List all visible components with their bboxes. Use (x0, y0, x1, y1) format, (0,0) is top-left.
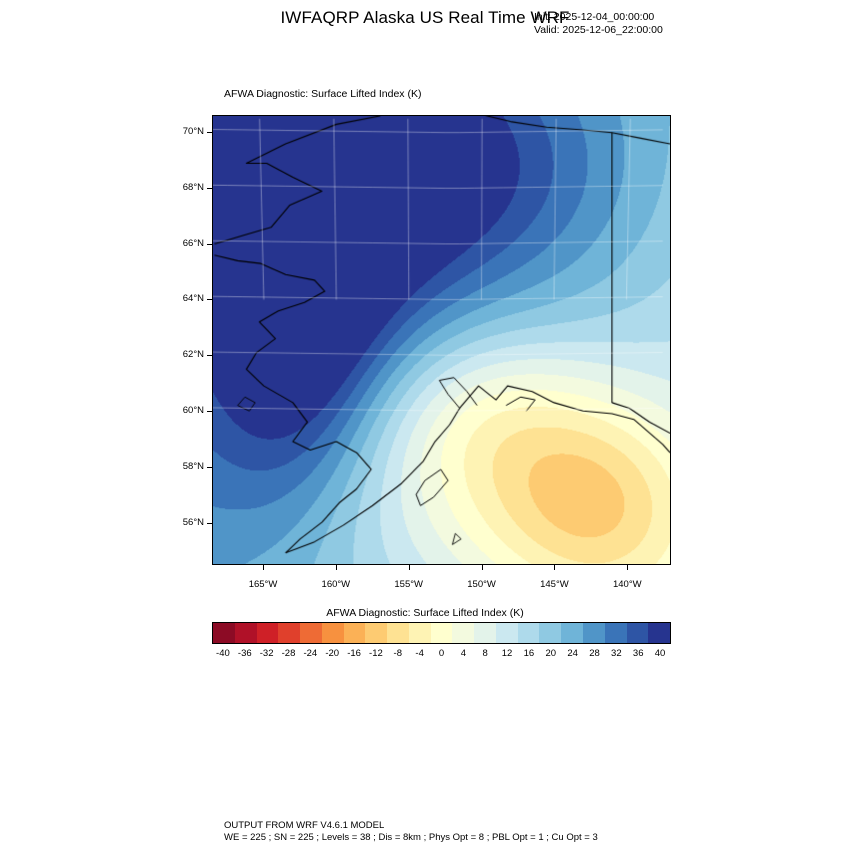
x-tick-mark (409, 565, 410, 570)
colorbar-cell (235, 623, 257, 643)
x-tick-label: 165°W (248, 579, 278, 590)
y-tick-mark (207, 523, 212, 524)
colorbar-tick-label: -8 (393, 648, 403, 659)
y-tick-mark (207, 244, 212, 245)
colorbar-cell (213, 623, 235, 643)
colorbar-cell (300, 623, 322, 643)
init-valid-block (534, 11, 663, 37)
footer-block (224, 820, 598, 844)
page-title: IWFAQRP Alaska US Real Time WRF (280, 8, 570, 27)
colorbar-tick-label: 28 (589, 648, 600, 659)
y-tick-label: 70°N (182, 125, 204, 137)
colorbar-cell (474, 623, 496, 643)
y-tick-label: 60°N (182, 405, 204, 417)
colorbar-tick-label: 20 (545, 648, 557, 659)
y-tick-label: 68°N (182, 181, 204, 193)
colorbar-tick-label: 0 (438, 648, 445, 659)
y-tick-mark (207, 411, 212, 412)
colorbar-tick-label: 40 (654, 648, 666, 659)
colorbar-tick-label: -12 (369, 648, 383, 659)
x-tick-label: 160°W (321, 579, 351, 590)
valid-time-label: Valid: 2025-12-06_22:00:00 (534, 24, 663, 36)
x-tick-label: 155°W (394, 579, 424, 590)
colorbar-tick-label: 32 (611, 648, 622, 659)
colorbar-tick-label: -28 (281, 648, 296, 659)
plot-title: AFWA Diagnostic: Surface Lifted Index (K) (224, 88, 422, 100)
x-tick-mark (482, 565, 483, 570)
colorbar-tick-label: 24 (567, 648, 578, 659)
colorbar-tick-label: 16 (523, 648, 535, 659)
y-tick-mark (207, 355, 212, 356)
heatmap-canvas (213, 116, 670, 564)
footer-line-1: OUTPUT FROM WRF V4.6.1 MODEL (224, 820, 385, 831)
x-tick-mark (554, 565, 555, 570)
y-tick-label: 56°N (182, 517, 204, 529)
x-tick-label: 145°W (540, 579, 569, 590)
y-tick-mark (207, 188, 212, 189)
colorbar-cell (583, 623, 605, 643)
colorbar-tick-label: 4 (460, 648, 466, 659)
x-tick-mark (336, 565, 337, 570)
colorbar-tick-label: -40 (216, 648, 230, 659)
colorbar-cell (627, 623, 649, 643)
colorbar-cell (322, 623, 344, 643)
colorbar-cell (431, 623, 453, 643)
map-plot-area (212, 115, 671, 565)
y-tick-mark (207, 467, 212, 468)
colorbar-cell (278, 623, 300, 643)
colorbar-tick-label: -20 (325, 648, 340, 659)
colorbar-tick-label: -24 (303, 648, 318, 659)
x-tick-mark (263, 565, 264, 570)
colorbar-title: AFWA Diagnostic: Surface Lifted Index (K) (326, 607, 524, 619)
y-tick-label: 58°N (182, 461, 204, 473)
colorbar-tick-label: 12 (501, 648, 513, 659)
colorbar-tick-label: -32 (259, 648, 274, 659)
colorbar-cell (387, 623, 409, 643)
colorbar-cell (518, 623, 540, 643)
colorbar-tick-label: -4 (415, 648, 424, 659)
footer-line-2: WE = 225 ; SN = 225 ; Levels = 38 ; Dis = 8km ; Phys Opt = 8 ; PBL Opt = 1 ; Cu Opt = 3 (224, 832, 598, 843)
colorbar-cell (452, 623, 474, 643)
y-tick-label: 64°N (182, 293, 204, 305)
colorbar-cell (539, 623, 561, 643)
y-tick-mark (207, 299, 212, 300)
y-tick-mark (207, 132, 212, 133)
colorbar-cell (605, 623, 627, 643)
x-tick-label: 140°W (612, 579, 642, 590)
x-tick-label: 150°W (467, 579, 496, 590)
colorbar-cell (365, 623, 387, 643)
colorbar-cell (496, 623, 518, 643)
colorbar-cell (344, 623, 366, 643)
colorbar-tick-label: -36 (237, 648, 252, 659)
colorbar-tick-labels (212, 648, 671, 662)
colorbar-cell (561, 623, 583, 643)
colorbar-tick-label: 36 (632, 648, 644, 659)
colorbar-tick-label: 8 (482, 648, 488, 659)
colorbar-tick-label: -16 (347, 648, 361, 659)
colorbar (212, 622, 671, 644)
y-tick-label: 66°N (182, 237, 204, 249)
y-tick-label: 62°N (182, 349, 204, 361)
colorbar-cell (409, 623, 431, 643)
colorbar-cell (257, 623, 279, 643)
init-time-label: Init: 2025-12-04_00:00:00 (534, 11, 655, 23)
x-tick-mark (627, 565, 628, 570)
colorbar-cell (648, 623, 670, 643)
